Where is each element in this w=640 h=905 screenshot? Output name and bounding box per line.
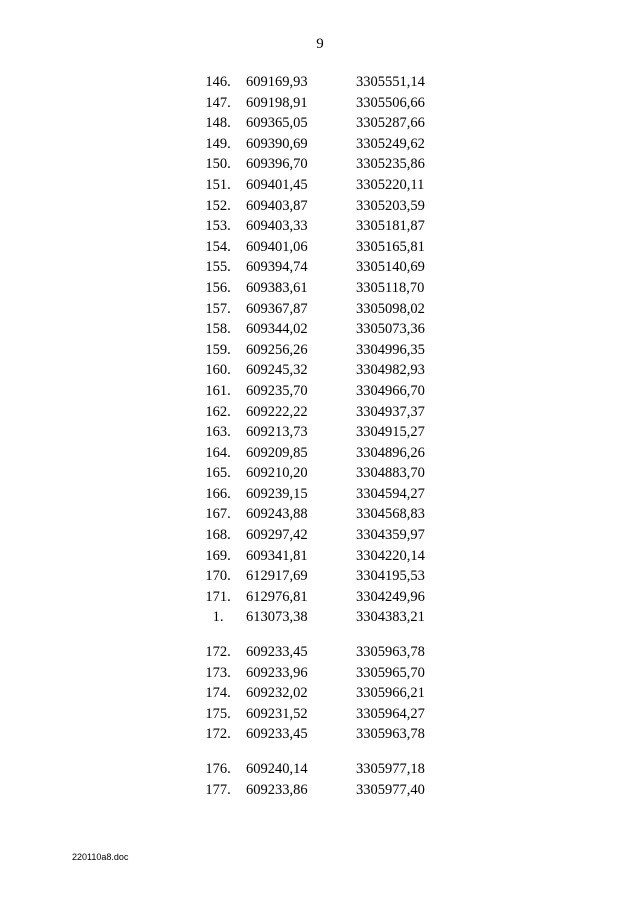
table-row [190, 443, 456, 464]
y-coordinate-cell: 3305203,59 [356, 197, 425, 214]
coordinates-table [190, 72, 456, 800]
y-coordinate-cell: 3304915,27 [356, 424, 425, 441]
y-coordinate-cell: 3305977,40 [356, 781, 425, 798]
point-number-cell: 150. [205, 156, 231, 173]
x-coordinate-cell: 609344,02 [246, 321, 308, 338]
x-coordinate-cell: 609394,74 [246, 259, 308, 276]
point-number-cell: 151. [205, 176, 231, 193]
y-coordinate-cell: 3305165,81 [356, 238, 425, 255]
table-row [190, 93, 456, 114]
point-number-cell: 154. [205, 238, 231, 255]
table-row [190, 724, 456, 745]
table-row [190, 196, 456, 217]
y-coordinate-cell: 3304383,21 [356, 609, 425, 626]
x-coordinate-cell: 609210,20 [246, 465, 308, 482]
y-coordinate-cell: 3305963,78 [356, 644, 425, 661]
table-row [190, 546, 456, 567]
x-coordinate-cell: 609233,45 [246, 644, 308, 661]
point-number-cell: 146. [205, 74, 231, 90]
table-row [190, 72, 456, 93]
table-row [190, 360, 456, 381]
x-coordinate-cell: 609383,61 [246, 279, 308, 296]
point-number-cell: 170. [205, 568, 231, 585]
y-coordinate-cell: 3305118,70 [356, 279, 425, 296]
y-coordinate-cell: 3305965,70 [356, 664, 425, 681]
x-coordinate-cell: 613073,38 [246, 609, 308, 626]
y-coordinate-cell: 3305140,69 [356, 259, 425, 276]
point-number-cell: 160. [205, 362, 231, 379]
y-coordinate-cell: 3304195,53 [356, 568, 425, 585]
y-coordinate-cell: 3305963,78 [356, 726, 425, 743]
x-coordinate-cell: 609365,05 [246, 115, 308, 132]
table-row [190, 113, 456, 134]
point-number-cell: 149. [205, 135, 231, 152]
y-coordinate-cell: 3305551,14 [356, 74, 425, 90]
table-row [190, 216, 456, 237]
table-row [190, 780, 456, 801]
table-row [190, 237, 456, 258]
x-coordinate-cell: 609401,45 [246, 176, 308, 193]
table-row [190, 134, 456, 155]
x-coordinate-cell: 609403,33 [246, 218, 308, 235]
x-coordinate-cell: 609232,02 [246, 685, 308, 702]
table-row [190, 683, 456, 704]
y-coordinate-cell: 3304966,70 [356, 382, 425, 399]
y-coordinate-cell: 3304883,70 [356, 465, 425, 482]
page-number: 9 [316, 36, 324, 52]
point-number-cell: 166. [205, 485, 231, 502]
x-coordinate-cell: 609209,85 [246, 444, 308, 461]
table-row [190, 422, 456, 443]
point-number-cell: 165. [205, 465, 231, 482]
y-coordinate-cell: 3305977,18 [356, 761, 425, 777]
x-coordinate-cell: 609233,86 [246, 781, 308, 798]
table-row [190, 381, 456, 402]
x-coordinate-cell: 609239,15 [246, 485, 308, 502]
point-number-cell: 176. [205, 761, 231, 777]
y-coordinate-cell: 3305506,66 [356, 94, 425, 111]
table-row [190, 566, 456, 587]
y-coordinate-cell: 3304359,97 [356, 527, 425, 544]
table-row [190, 402, 456, 423]
point-number-cell: 172. [205, 644, 231, 661]
y-coordinate-cell: 3305249,62 [356, 135, 425, 152]
point-number-cell: 155. [205, 259, 231, 276]
x-coordinate-cell: 609401,06 [246, 238, 308, 255]
table-row [190, 704, 456, 725]
x-coordinate-cell: 609231,52 [246, 705, 308, 722]
table-row [190, 278, 456, 299]
table-row [190, 504, 456, 525]
x-coordinate-cell: 609169,93 [246, 74, 308, 90]
x-coordinate-cell: 609240,14 [246, 761, 308, 777]
table-row [190, 154, 456, 175]
y-coordinate-cell: 3304896,26 [356, 444, 425, 461]
point-number-cell: 173. [205, 664, 231, 681]
y-coordinate-cell: 3305181,87 [356, 218, 425, 235]
x-coordinate-cell: 609233,96 [246, 664, 308, 681]
x-coordinate-cell: 609245,32 [246, 362, 308, 379]
y-coordinate-cell: 3304568,83 [356, 506, 425, 523]
point-number-cell: 147. [205, 94, 231, 111]
point-number-cell: 164. [205, 444, 231, 461]
y-coordinate-cell: 3304996,35 [356, 341, 425, 358]
point-number-cell: 163. [205, 424, 231, 441]
point-number-cell: 171. [205, 588, 231, 605]
point-number-cell: 156. [205, 279, 231, 296]
x-coordinate-cell: 609198,91 [246, 94, 308, 111]
x-coordinate-cell: 609403,87 [246, 197, 308, 214]
x-coordinate-cell: 609222,22 [246, 403, 308, 420]
x-coordinate-cell: 609390,69 [246, 135, 308, 152]
x-coordinate-cell: 609213,73 [246, 424, 308, 441]
footer-filename: 220110a8.doc [72, 852, 129, 862]
x-coordinate-cell: 609243,88 [246, 506, 308, 523]
y-coordinate-cell: 3304594,27 [356, 485, 425, 502]
table-row [190, 319, 456, 340]
y-coordinate-cell: 3305098,02 [356, 300, 425, 317]
y-coordinate-cell: 3304937,37 [356, 403, 425, 420]
point-number-cell: 1. [212, 609, 224, 626]
point-number-cell: 175. [205, 705, 231, 722]
point-number-cell: 177. [205, 781, 231, 798]
x-coordinate-cell: 609256,26 [246, 341, 308, 358]
x-coordinate-cell: 609367,87 [246, 300, 308, 317]
table-row [190, 607, 456, 628]
point-number-cell: 169. [205, 547, 231, 564]
table-row [190, 525, 456, 546]
point-number-cell: 152. [205, 197, 231, 214]
group-spacer [190, 745, 456, 759]
point-number-cell: 168. [205, 527, 231, 544]
y-coordinate-cell: 3304220,14 [356, 547, 425, 564]
y-coordinate-cell: 3305073,36 [356, 321, 425, 338]
table-row [190, 759, 456, 780]
x-coordinate-cell: 612917,69 [246, 568, 308, 585]
point-number-cell: 157. [205, 300, 231, 317]
table-row [190, 299, 456, 320]
table-row [190, 340, 456, 361]
table-row [190, 484, 456, 505]
y-coordinate-cell: 3304982,93 [356, 362, 425, 379]
point-number-cell: 162. [205, 403, 231, 420]
group-spacer [190, 628, 456, 642]
y-coordinate-cell: 3305287,66 [356, 115, 425, 132]
point-number-cell: 174. [205, 685, 231, 702]
table-row [190, 663, 456, 684]
point-number-cell: 148. [205, 115, 231, 132]
y-coordinate-cell: 3304249,96 [356, 588, 425, 605]
point-number-cell: 159. [205, 341, 231, 358]
point-number-cell: 172. [205, 726, 231, 743]
y-coordinate-cell: 3305220,11 [356, 176, 425, 193]
x-coordinate-cell: 609297,42 [246, 527, 308, 544]
table-row [190, 463, 456, 484]
x-coordinate-cell: 612976,81 [246, 588, 308, 605]
coordinates-table-body [190, 72, 456, 800]
point-number-cell: 153. [205, 218, 231, 235]
y-coordinate-cell: 3305235,86 [356, 156, 425, 173]
table-row [190, 257, 456, 278]
y-coordinate-cell: 3305964,27 [356, 705, 425, 722]
y-coordinate-cell: 3305966,21 [356, 685, 425, 702]
table-row [190, 642, 456, 663]
x-coordinate-cell: 609235,70 [246, 382, 308, 399]
table-row [190, 175, 456, 196]
point-number-cell: 158. [205, 321, 231, 338]
point-number-cell: 161. [205, 382, 231, 399]
x-coordinate-cell: 609396,70 [246, 156, 308, 173]
point-number-cell: 167. [205, 506, 231, 523]
table-row [190, 587, 456, 608]
x-coordinate-cell: 609233,45 [246, 726, 308, 743]
x-coordinate-cell: 609341,81 [246, 547, 308, 564]
